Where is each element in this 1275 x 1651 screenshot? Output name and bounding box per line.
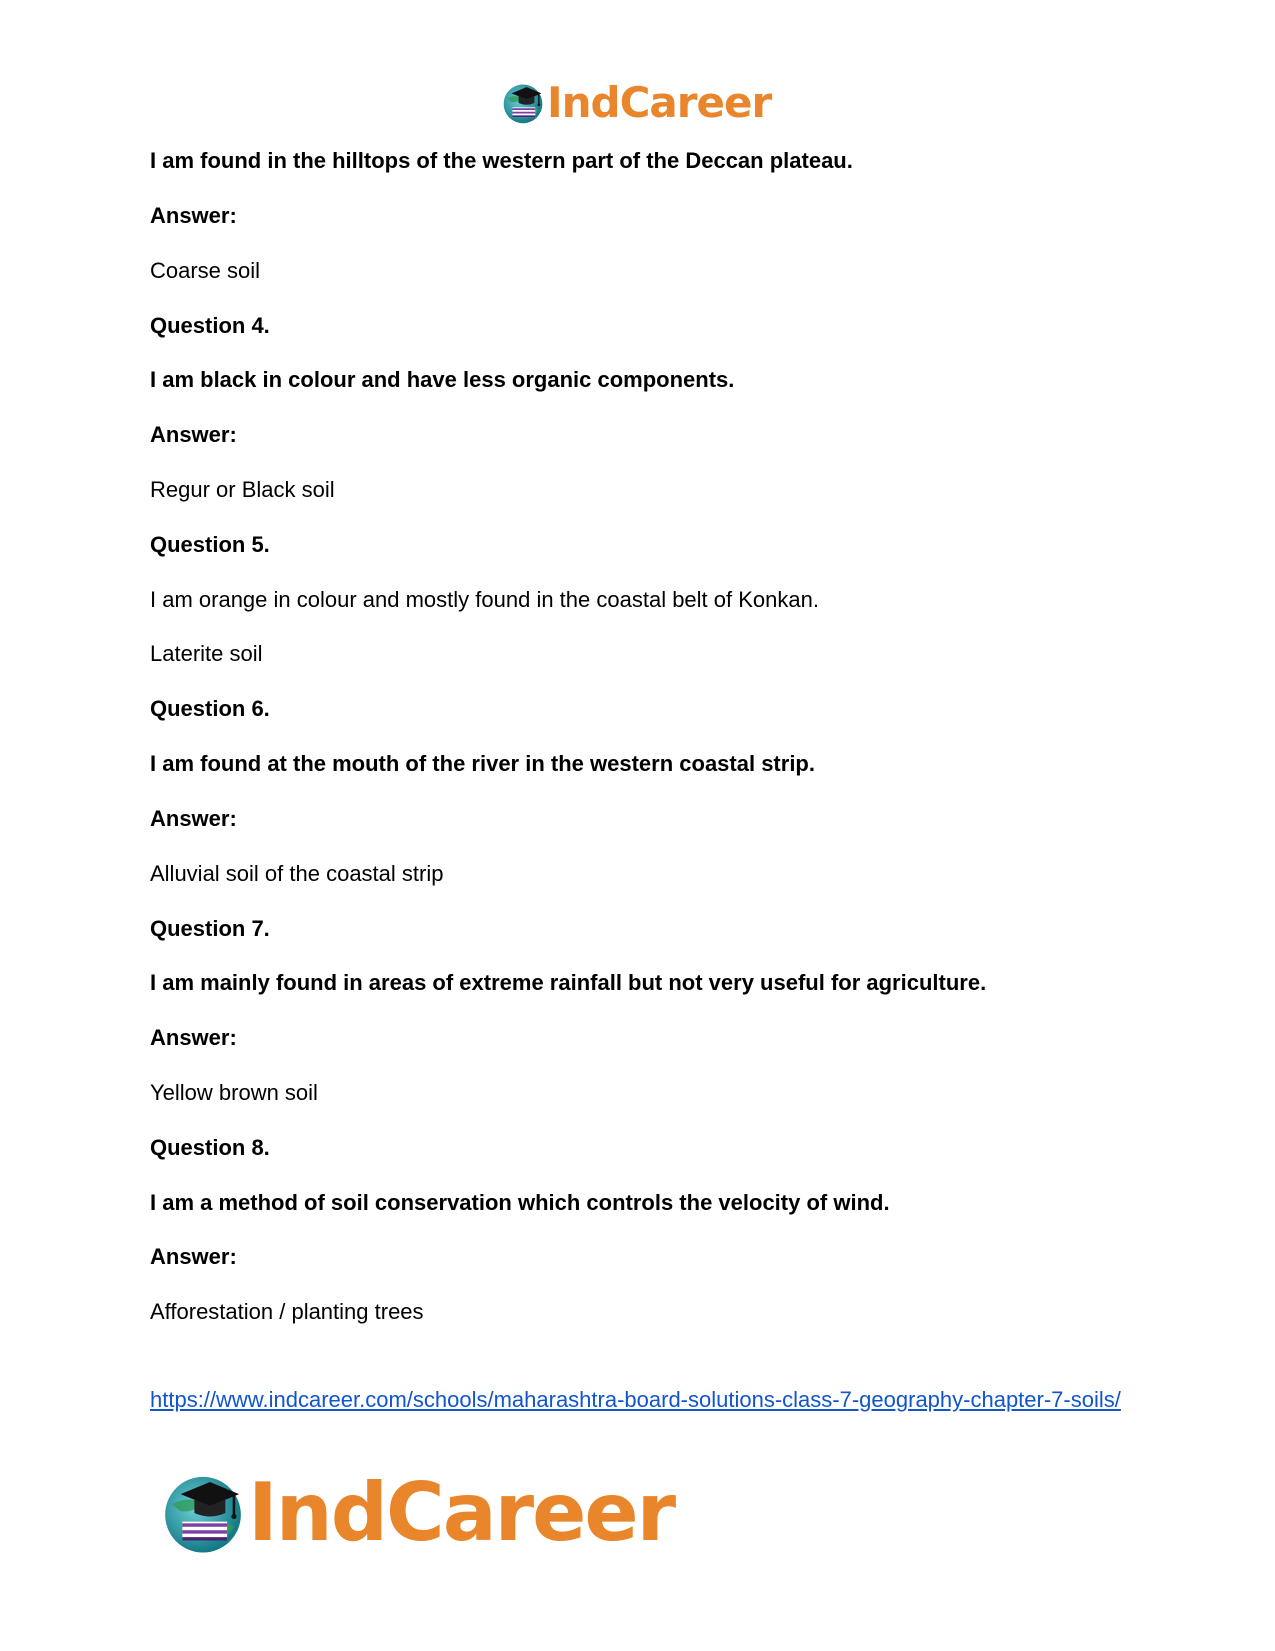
logo-wordmark: IndCareer <box>547 78 772 127</box>
answer-text: Yellow brown soil <box>150 1080 318 1105</box>
question-number: Question 7. <box>150 916 270 941</box>
answer-text: Alluvial soil of the coastal strip <box>150 861 444 886</box>
source-url-link[interactable]: https://www.indcareer.com/schools/maharashtra-board-solutions-class-7-geography-chapter-7-soils/ <box>150 1387 1121 1412</box>
question-number: Question 4. <box>150 313 270 338</box>
answer-label: Answer: <box>150 1025 237 1050</box>
footer-logo <box>160 1465 674 1561</box>
answer-text: Coarse soil <box>150 258 261 283</box>
question-text: I am orange in colour and mostly found in the coastal belt of Konkan. <box>150 587 819 612</box>
question-text: I am found in the hilltops of the western part of the Deccan plateau. <box>150 148 853 173</box>
question-number: Question 8. <box>150 1135 270 1160</box>
question-number: Question 5. <box>150 532 270 557</box>
question-text: I am black in colour and have less organic components. <box>150 367 735 392</box>
answer-text: Laterite soil <box>150 641 263 666</box>
globe-graduation-cap-icon <box>501 81 545 125</box>
answer-label: Answer: <box>150 422 237 447</box>
globe-graduation-cap-icon <box>160 1470 246 1556</box>
question-text: I am a method of soil conservation which controls the velocity of wind. <box>150 1190 890 1215</box>
header-logo <box>501 76 771 130</box>
answer-label: Answer: <box>150 203 237 228</box>
answer-text: Afforestation / planting trees <box>150 1299 424 1324</box>
question-text: I am found at the mouth of the river in the western coastal strip. <box>150 751 815 776</box>
logo-wordmark: IndCareer <box>248 1466 675 1559</box>
answer-label: Answer: <box>150 806 237 831</box>
answer-label: Answer: <box>150 1244 237 1269</box>
question-number: Question 6. <box>150 696 270 721</box>
answer-text: Regur or Black soil <box>150 477 335 502</box>
question-text: I am mainly found in areas of extreme rainfall but not very useful for agriculture. <box>150 970 987 995</box>
